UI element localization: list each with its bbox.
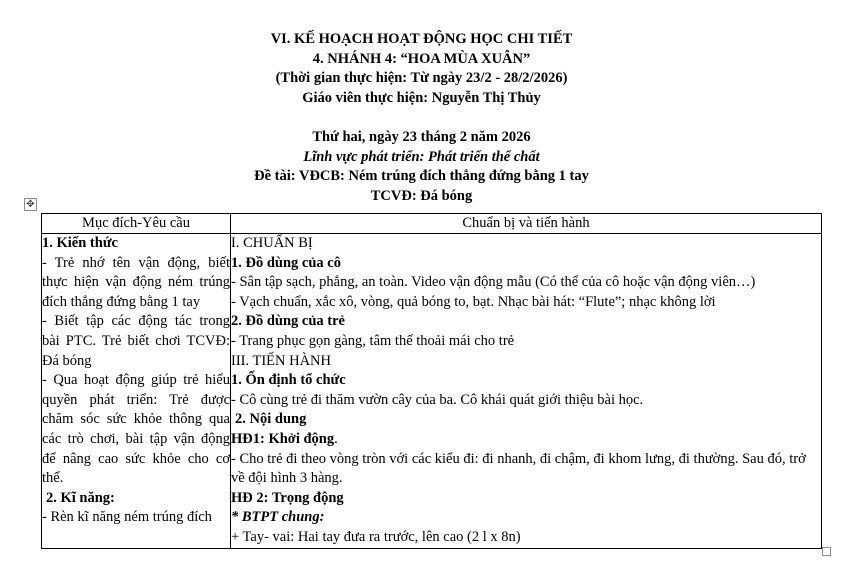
objective-line: - Rèn kĩ năng ném trúng đích [42, 509, 212, 526]
objectives-cell [42, 234, 231, 549]
header-preparation: Chuẩn bị và tiến hành [231, 214, 822, 234]
objective-line: - Qua hoạt động giúp trẻ hiểu [42, 372, 230, 389]
document-heading [0, 30, 843, 108]
knowledge-heading: 1. Kiến thức [42, 235, 118, 251]
objective-line: các trò chơi, bài tập vận động [42, 430, 230, 447]
preparation-cell [231, 234, 822, 549]
lesson-heading [0, 128, 843, 206]
objective-line: chăm sóc sức khỏe thông qua [42, 411, 230, 428]
activity-title: HĐ1: Khởi động [231, 430, 335, 447]
content-line: - Trang phục gọn gàng, tâm thế thoải mái cho trẻ [231, 332, 515, 349]
subsection-heading: 1. Ổn định tổ chức [231, 372, 346, 389]
section-heading: I. CHUẨN BỊ [231, 235, 313, 251]
lesson-field: Lĩnh vực phát triển: Phát triển thể chất [303, 148, 540, 165]
branch-title: 4. NHÁNH 4: “HOA MÙA XUÂN” [312, 50, 531, 67]
section-heading: III. TIẾN HÀNH [231, 352, 331, 369]
activity-heading: HĐ 2: Trọng động [231, 489, 344, 506]
subsection-heading: 1. Đồ dùng của cô [231, 254, 341, 271]
activity-heading [231, 430, 821, 450]
activity-title-period: . [334, 430, 338, 447]
exercise-heading: * BTPT chung: [231, 509, 325, 526]
move-arrows-icon[interactable]: ✥ [24, 198, 37, 211]
content-line: - Sân tập sạch, phẳng, an toàn. Video vận động mẫu (Có thể của cô hoặc vận động viên…) [231, 274, 756, 291]
objective-line: thể. [42, 470, 64, 487]
objective-line: thực hiện vận động ném trúng [42, 274, 230, 291]
objective-line: - Trẻ nhớ tên vận động, biết [42, 254, 230, 271]
timeframe-line: (Thời gian thực hiện: Từ ngày 23/2 - 28/2/2026) [275, 70, 568, 87]
objective-line: để nâng cao sức khỏe cho cơ [42, 450, 230, 467]
header-objectives: Mục đích-Yêu cầu [42, 214, 231, 234]
lesson-game: TCVĐ: Đá bóng [370, 187, 473, 204]
content-line: - Cô cùng trẻ đi thăm vườn cây của ba. Cô khái quát giới thiệu bài học. [231, 391, 644, 408]
skills-heading: 2. Kĩ năng: [46, 489, 115, 506]
objective-line: đích thẳng đứng bằng 1 tay [42, 293, 201, 310]
objective-line: Đá bóng [42, 352, 92, 369]
objective-line: quyền phát triển: Trẻ được [42, 391, 230, 408]
lesson-topic: Đề tài: VĐCB: Ném trúng đích thẳng đứng bằng 1 tay [254, 168, 589, 185]
content-line: + Tay- vai: Hai tay đưa ra trước, lên cao (2 l x 8n) [231, 528, 521, 545]
resize-square-icon[interactable] [822, 547, 831, 556]
table-row [42, 234, 822, 549]
teacher-line: Giáo viên thực hiện: Nguyễn Thị Thủy [302, 89, 541, 106]
objective-line: - Biết tập các động tác trong [42, 313, 230, 330]
table-header-row [42, 214, 822, 234]
section-title: VI. KẾ HOẠCH HOẠT ĐỘNG HỌC CHI TIẾT [270, 31, 573, 47]
lesson-date: Thứ hai, ngày 23 tháng 2 năm 2026 [312, 129, 531, 145]
content-line: về đội hình 3 hàng. [231, 470, 343, 487]
subsection-heading: 2. Nội dung [235, 411, 307, 428]
subsection-heading: 2. Đồ dùng của trẻ [231, 313, 345, 330]
lesson-plan-table [41, 213, 822, 549]
content-line: - Cho trẻ đi theo vòng tròn với các kiểu đi: đi nhanh, đi chậm, đi khom lưng, đi thường. Sau đó, trở [231, 450, 806, 467]
content-line: - Vạch chuẩn, xắc xô, vòng, quả bóng to, bạt. Nhạc bài hát: “Flute”; nhạc không lời [231, 293, 716, 310]
objective-line: bài PTC. Trẻ biết chơi TCVĐ: [42, 332, 230, 349]
